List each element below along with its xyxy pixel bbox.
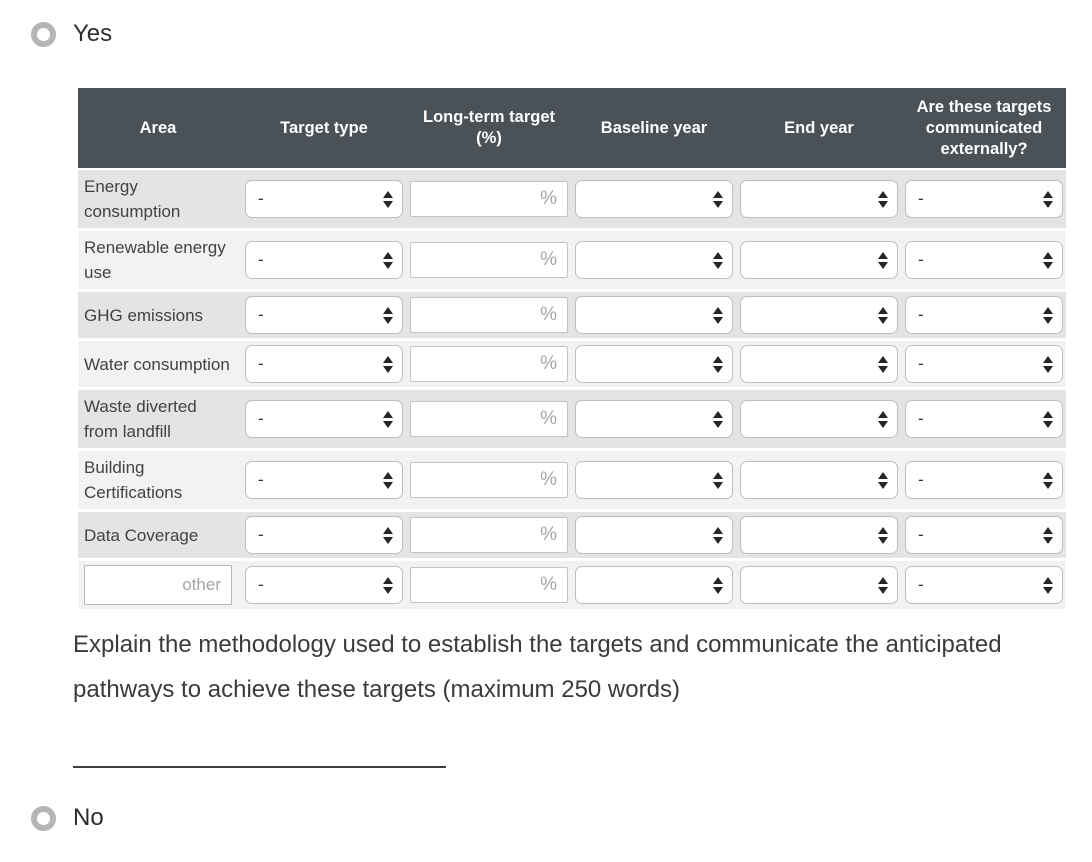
communicated-externally-select[interactable]: - [905, 566, 1063, 604]
select-spinner-icon [878, 356, 888, 373]
select-spinner-icon [878, 577, 888, 594]
select-spinner-icon [383, 411, 393, 428]
communicated-externally-select[interactable]: - [905, 296, 1063, 334]
select-spinner-icon [713, 411, 723, 428]
area-label: Energy consumption [84, 177, 181, 221]
table-row [78, 561, 1066, 609]
communicated-externally-select[interactable]: - [905, 400, 1063, 438]
baseline-year-select[interactable] [575, 400, 733, 438]
select-spinner-icon [878, 472, 888, 489]
table-row [78, 341, 1066, 387]
select-spinner-icon [1043, 472, 1053, 489]
end-year-select[interactable] [740, 241, 898, 279]
communicated-externally-select[interactable]: - [905, 345, 1063, 383]
table-row [78, 231, 1066, 289]
end-year-select[interactable] [740, 400, 898, 438]
baseline-year-select[interactable] [575, 241, 733, 279]
table-row [78, 451, 1066, 509]
header-baseline-year: Baseline year [600, 118, 708, 137]
select-spinner-icon [1043, 191, 1053, 208]
select-spinner-icon [1043, 577, 1053, 594]
area-label: Waste diverted from landfill [84, 397, 197, 441]
select-spinner-icon [878, 527, 888, 544]
baseline-year-select[interactable] [575, 296, 733, 334]
radio-option-no[interactable] [31, 804, 104, 832]
area-label: Renewable energy use [84, 238, 226, 282]
select-spinner-icon [878, 191, 888, 208]
select-spinner-icon [713, 356, 723, 373]
select-spinner-icon [383, 356, 393, 373]
area-label: GHG emissions [84, 305, 204, 325]
end-year-select[interactable] [740, 345, 898, 383]
long-term-target-input[interactable] [410, 462, 568, 498]
methodology-question: Explain the methodology used to establish the targets and communicate the anticipated pathways to achieve these targets (maximum 250 words) [73, 631, 1002, 703]
communicated-externally-select[interactable]: - [905, 461, 1063, 499]
end-year-select[interactable] [740, 296, 898, 334]
select-spinner-icon [383, 252, 393, 269]
long-term-target-input[interactable] [410, 242, 568, 278]
select-spinner-icon [713, 191, 723, 208]
target-type-select[interactable]: - [245, 180, 403, 218]
radio-button-icon[interactable] [31, 806, 56, 831]
select-spinner-icon [1043, 411, 1053, 428]
table-row [78, 292, 1066, 338]
table-row [78, 170, 1066, 228]
end-year-select[interactable] [740, 461, 898, 499]
header-target-type: Target type [280, 118, 368, 137]
select-spinner-icon [713, 252, 723, 269]
select-spinner-icon [1043, 307, 1053, 324]
select-spinner-icon [383, 307, 393, 324]
target-type-select[interactable]: - [245, 345, 403, 383]
select-spinner-icon [878, 411, 888, 428]
select-spinner-icon [713, 307, 723, 324]
target-type-select[interactable]: - [245, 566, 403, 604]
header-communicated-externally: Are these targets communicated externally? [916, 97, 1052, 158]
long-term-target-input[interactable] [410, 346, 568, 382]
target-type-select[interactable]: - [245, 241, 403, 279]
communicated-externally-select[interactable]: - [905, 180, 1063, 218]
long-term-target-input[interactable] [410, 401, 568, 437]
radio-button-icon[interactable] [31, 22, 56, 47]
table-row [78, 390, 1066, 448]
end-year-select[interactable] [740, 516, 898, 554]
table-body [78, 170, 1066, 609]
select-spinner-icon [1043, 356, 1053, 373]
methodology-answer-line[interactable] [73, 746, 446, 768]
end-year-select[interactable] [740, 566, 898, 604]
area-label: Data Coverage [84, 525, 199, 545]
select-spinner-icon [878, 307, 888, 324]
select-spinner-icon [383, 472, 393, 489]
radio-option-yes[interactable] [31, 20, 112, 48]
area-label: Water consumption [84, 354, 230, 374]
target-type-select[interactable]: - [245, 400, 403, 438]
targets-table [78, 88, 1066, 612]
baseline-year-select[interactable] [575, 461, 733, 499]
baseline-year-select[interactable] [575, 566, 733, 604]
select-spinner-icon [878, 252, 888, 269]
area-other-input[interactable] [84, 565, 232, 605]
long-term-target-input[interactable] [410, 297, 568, 333]
select-spinner-icon [1043, 527, 1053, 544]
select-spinner-icon [713, 577, 723, 594]
area-label: Building Certifications [84, 458, 183, 502]
baseline-year-select[interactable] [575, 345, 733, 383]
select-spinner-icon [1043, 252, 1053, 269]
select-spinner-icon [383, 527, 393, 544]
target-type-select[interactable]: - [245, 296, 403, 334]
radio-no-label: No [73, 804, 104, 831]
long-term-target-input[interactable] [410, 181, 568, 217]
long-term-target-input[interactable] [410, 517, 568, 553]
baseline-year-select[interactable] [575, 516, 733, 554]
select-spinner-icon [383, 577, 393, 594]
header-end-year: End year [784, 118, 854, 137]
select-spinner-icon [713, 527, 723, 544]
header-long-term-target: Long-term target (%) [423, 108, 555, 147]
long-term-target-input[interactable] [410, 567, 568, 603]
communicated-externally-select[interactable]: - [905, 241, 1063, 279]
radio-yes-label: Yes [73, 20, 113, 47]
table-row [78, 512, 1066, 558]
communicated-externally-select[interactable]: - [905, 516, 1063, 554]
header-area: Area [139, 118, 177, 137]
select-spinner-icon [713, 472, 723, 489]
target-type-select[interactable]: - [245, 461, 403, 499]
baseline-year-select[interactable] [575, 180, 733, 218]
table-header-row [78, 88, 1066, 168]
end-year-select[interactable] [740, 180, 898, 218]
select-spinner-icon [383, 191, 393, 208]
target-type-select[interactable]: - [245, 516, 403, 554]
